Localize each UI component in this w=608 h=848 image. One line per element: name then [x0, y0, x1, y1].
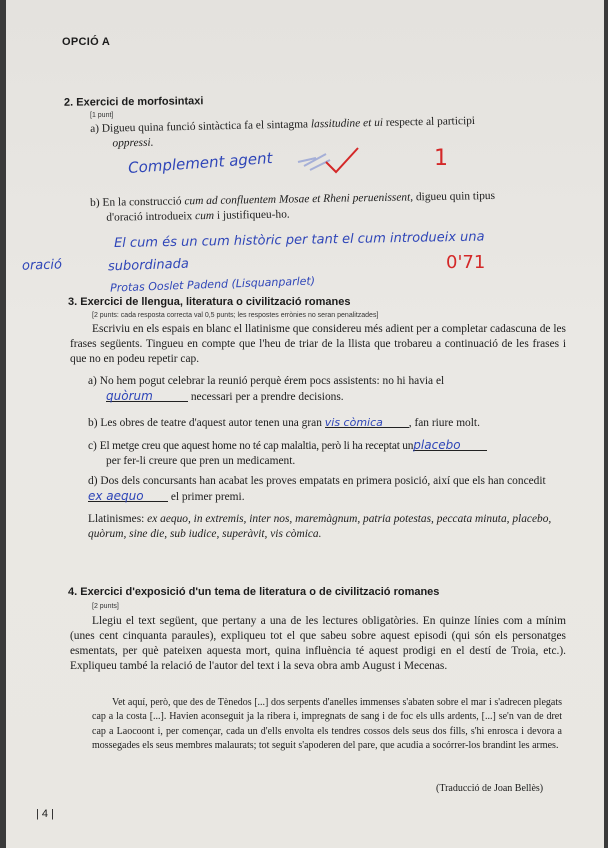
question-text [90, 137, 153, 150]
option-heading: OPCIÓ A [62, 36, 111, 48]
item-text: Dos dels concursants han acabat les proves empatats en primera posició, així que els han concedit [100, 475, 546, 487]
item-label: b) [88, 417, 98, 429]
exercise-3-title: 3. Exercici de llengua, literatura o civilització romanes [68, 296, 351, 308]
handwritten-answer-2b-margin: oració [21, 257, 63, 274]
question-text: , digueu quin tipus [410, 189, 496, 204]
item-text: , fan riure molt. [408, 417, 480, 429]
exercise-2-title: 2. Exercici de morfosintaxi [63, 95, 204, 109]
answer-blank-b: vis còmica [325, 415, 409, 428]
handwritten-answer-2b-line1: El cum és un cum històric per tant el cum introdueix una [113, 229, 485, 252]
question-text: d'oració introdueix [106, 210, 196, 224]
handwritten-answer-2a: Complement agent [127, 148, 273, 178]
exercise-4-quote: Vet aquí, però, que des de Tènedos [...] dos serpents d'anelles immenses s'abaten sobre el mar i s'adrecen plegats cap a la costa [...]. Havien aconseguit ja la ribera i, impregnats de sang i de foc els ulls ardents, [...] se'n van de dret cap a Laocoont i, per començar, cada un d'ells envolta els tendres cossos dels seus dos fills, s'hi enrosca i devora a mossegades els seus membres malaurats; tot seguit s'apoderen del pare, que acudia a socórrer-los brandint les armes. [92, 697, 562, 752]
exam-page [6, 0, 604, 848]
exercise-2b-question [90, 188, 570, 226]
latinisms-label: Llatinismes: [88, 513, 148, 525]
page-number: | 4 | [36, 808, 54, 820]
question-text: Digueu quina funció sintàctica fa el sintagma [101, 118, 312, 135]
question-text: respecte al participi [382, 114, 476, 129]
item-label: a) [90, 122, 100, 135]
item-text: per fer-li creure que pren un medicament. [106, 455, 296, 467]
item-text: El metge creu que aquest home no té cap malaltia, però li ha receptat un [99, 440, 414, 452]
item-text: Les obres de teatre d'aquest autor tenen una gran [100, 417, 322, 429]
handwritten-answer-2b-line3: Protas Ooslet Padend (Lisquanparlet) [109, 274, 316, 295]
exercise-3-item-c [88, 438, 566, 469]
question-italic: cum [194, 209, 215, 223]
grade-mark-2b: 0'71 [446, 252, 486, 273]
item-text: No hem pogut celebrar la reunió perquè érem pocs assistents: no hi havia el [99, 375, 445, 387]
exercise-4-intro: Llegiu el text següent, que pertany a una de les lectures obligatòries. En quinze línies com a mínim (unes cent cinquanta paraules), expliqueu tot el que sabeu sobre aquest episodi (qui són els personatges esmentats, per què pateixen aquesta mort, quina influència té aquest prodigi en el destí de Troia, etc.). Expliqueu també la relació de l'autor del text i la seva obra amb August i Mecenas. [70, 615, 566, 672]
exercise-4-points: [2 punts] [92, 603, 119, 610]
question-italic: oppressi. [112, 136, 154, 150]
question-italic: lassitudine et ui [310, 116, 384, 131]
item-label: c) [88, 440, 97, 452]
item-label: d) [88, 475, 98, 487]
grade-mark-2a: 1 [434, 146, 448, 171]
exercise-3-item-d [88, 474, 568, 505]
answer-blank-d: ex aequo [88, 489, 168, 502]
item-text [88, 391, 344, 403]
translation-credit: (Traducció de Joan Bellès) [436, 783, 544, 794]
latinisms-list [88, 512, 568, 542]
scribble-check-mark [296, 140, 376, 180]
answer-blank-c: placebo [413, 438, 487, 451]
item-text: el primer premi. [170, 491, 245, 503]
handwritten-answer-2b-line2: subordinada [107, 256, 190, 275]
exercise-4-title: 4. Exercici d'exposició d'un tema de literatura o de civilització romanes [68, 586, 440, 598]
question-text: En la construcció [102, 195, 185, 209]
exercise-3-item-b [88, 415, 566, 431]
question-text: i justifiqueu-ho. [213, 208, 290, 222]
exercise-3-intro: Escriviu en els espais en blanc el llatinisme que considereu més adient per a completar cadascuna de les frases següents. Tingueu en compte que l'heu de triar de la llista que trobareu a continuació de les frases i que no en podeu repetir cap. [70, 323, 566, 365]
answer-blank-a: quòrum [106, 389, 188, 402]
exercise-3-points: [2 punts: cada resposta correcta val 0,5 punts; les respostes errònies no seran penalitzades] [92, 312, 379, 319]
item-label: b) [90, 196, 100, 209]
item-label: a) [88, 375, 97, 387]
latinisms-items: ex aequo, in extremis, inter nos, maremàgnum, patria potestas, peccata minuta, placebo, quòrum, sine die, sub iudice, superàvit, vis còmica. [88, 513, 552, 540]
item-text: necessari per a prendre decisions. [190, 391, 344, 403]
exercise-2-points: [1 punt] [90, 112, 114, 119]
exercise-3-item-a [88, 374, 566, 405]
question-italic: cum ad confluentem Mosae et Rheni peruenissent [184, 191, 411, 208]
